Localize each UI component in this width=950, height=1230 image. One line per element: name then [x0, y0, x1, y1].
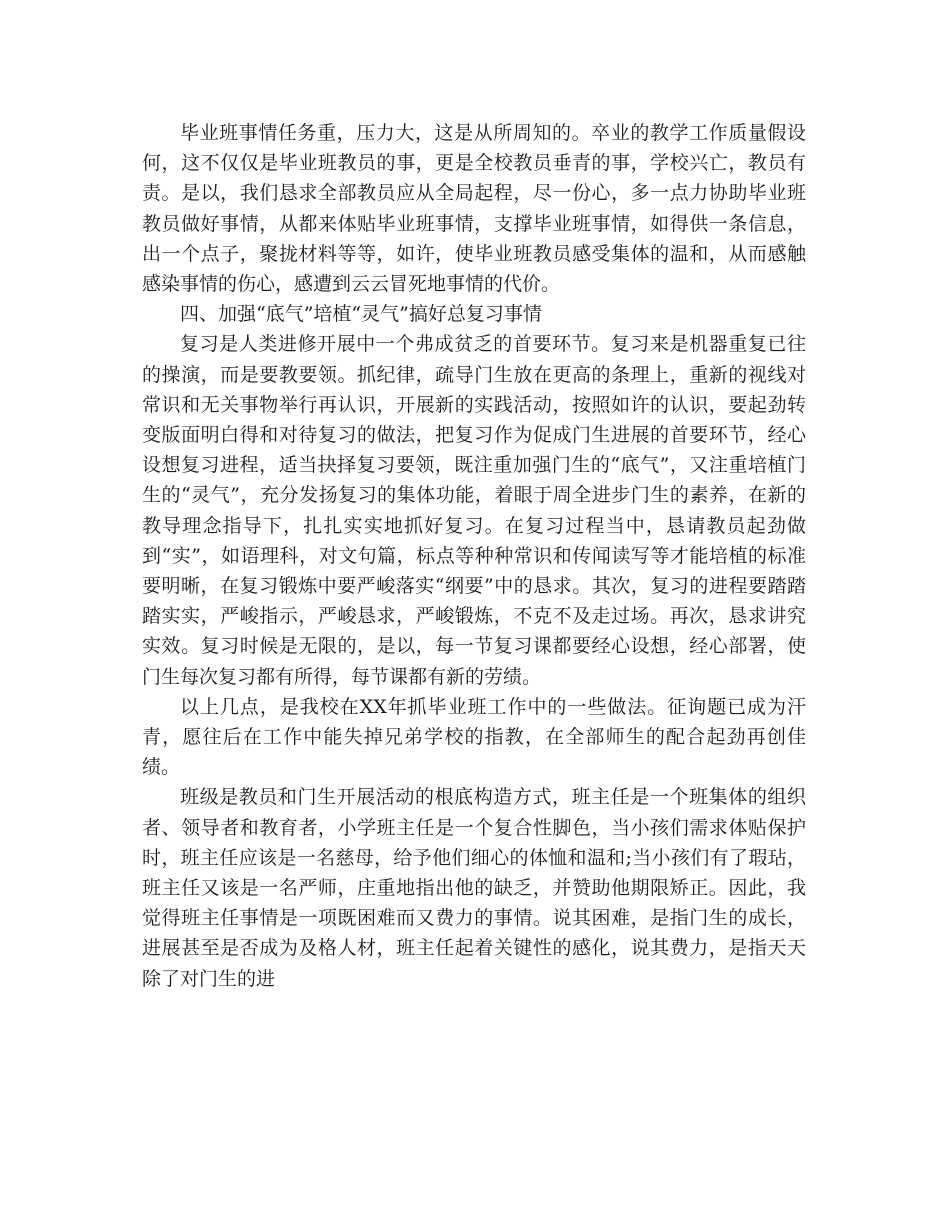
document-body	[142, 118, 806, 994]
section-heading-review-work: 四、加强“底气”培植“灵气”搞好总复习事情	[180, 303, 542, 326]
paragraph-summary: 以上几点，是我校在XX年抓毕业班工作中的一些做法。征询题已成为汗青，愿往后在工作中能失掉兄弟学校的指教，在全部师生的配合起劲再创佳绩。	[142, 695, 806, 779]
paragraph-review-methods: 复习是人类进修开展中一个弗成贫乏的首要环节。复习来是机器重复已往的操演，而是要教要领。抓纪律，疏导门生放在更高的条理上，重新的视线对常识和无关事物举行再认识，开展新的实践活动，按照如许的认识，要起劲转变版面明白得和对待复习的做法，把复习作为促成门生进展的首要环节，经心设想复习进程，适当抉择复习要领，既注重加强门生的“底气”，又注重培植门生的“灵气”，充分发扬复习的集体功能，着眼于周全进步门生的素养，在新的教导理念指导下，扎扎实实地抓好复习。在复习过程当中，恳请教员起劲做到“实”，如语理科，对文句篇，标点等种种常识和传闻读写等才能培植的标准要明晰，在复习锻炼中要严峻落实“纲要”中的恳求。其次，复习的进程要踏踏踏实实，严峻指示，严峻恳求，严峻锻炼，不克不及走过场。再次，恳求讲究实效。复习时候是无限的，是以，每一节复习课都要经心设想，经心部署，使门生每次复习都有所得，每节课都有新的劳绩。	[142, 333, 806, 688]
paragraph-class-teacher-role: 班级是教员和门生开展活动的根底构造方式，班主任是一个班集体的组织者、领导者和教育者，小学班主任是一个复合性脚色，当小孩们需求体贴保护时，班主任应该是一名慈母，给予他们细心的体恤和温和;当小孩们有了瑕玷，班主任又该是一名严师，庄重地指出他的缺乏，并赞助他期限矫正。因此，我觉得班主任事情是一项既困难而又费力的事情。说其困难，是指门生的成长，进展甚至是否成为及格人材，班主任起着关键性的感化，说其费力，是指天天除了对门生的进	[142, 786, 806, 990]
paragraph-graduating-class-work: 毕业班事情任务重，压力大，这是从所周知的。卒业的教学工作质量假设何，这不仅仅是毕业班教员的事，更是全校教员垂青的事，学校兴亡，教员有责。是以，我们恳求全部教员应从全局起程，尽一份心，多一点力协助毕业班教员做好事情，从都来体贴毕业班事情，支撑毕业班事情，如得供一条信息，出一个点子，聚拢材料等等，如许，使毕业班教员感受集体的温和，从而感触感染事情的伤心，感遭到云云冒死地事情的代价。	[142, 122, 806, 296]
